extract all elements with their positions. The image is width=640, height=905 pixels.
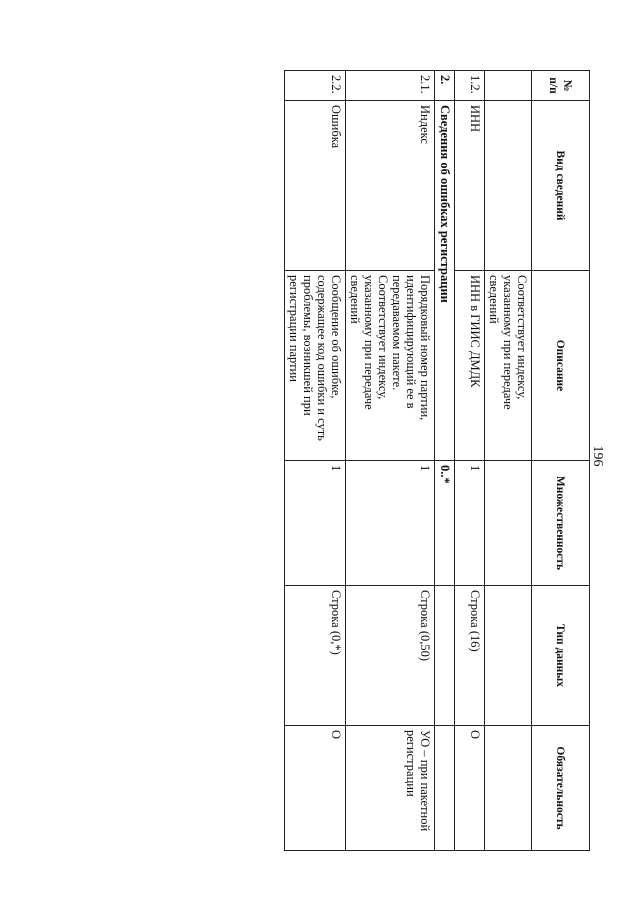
table-section-row <box>435 71 455 851</box>
cell-required <box>485 726 532 851</box>
header-num: № п/п <box>532 71 590 101</box>
cell-data-type <box>485 586 532 726</box>
cell-description: Соответствует индексу, указанному при передаче сведений <box>485 271 532 461</box>
cell-required: О <box>285 726 346 851</box>
header-data-type: Тип данных <box>532 586 590 726</box>
table-row <box>346 71 435 851</box>
cell-kind: ИНН <box>455 101 485 271</box>
cell-data-type <box>435 586 455 726</box>
cell-data-type: Строка (0,*) <box>285 586 346 726</box>
cell-description: Сообщение об ошибке, содержащее код ошибки и суть проблемы, возникшей при регистрации партии <box>285 271 346 461</box>
specification-table <box>284 70 590 851</box>
cell-required <box>435 726 455 851</box>
cell-num: 2.1. <box>346 71 435 101</box>
cell-kind: Ошибка <box>285 101 346 271</box>
cell-kind <box>485 101 532 271</box>
cell-section-title: Сведения об ошибках регистрации <box>435 101 455 461</box>
cell-data-type: Строка (0,50) <box>346 586 435 726</box>
cell-num: 2. <box>435 71 455 101</box>
table-row <box>285 71 346 851</box>
cell-num <box>485 71 532 101</box>
header-multiplicity: Множественность <box>532 461 590 586</box>
cell-multiplicity: 1 <box>285 461 346 586</box>
header-description: Описание <box>532 271 590 461</box>
cell-data-type: Строка (16) <box>455 586 485 726</box>
header-kind: Вид сведений <box>532 101 590 271</box>
cell-num: 1.2. <box>455 71 485 101</box>
cell-description: Порядковый номер партии, идентифицирующий ее в передаваемом пакете. Соответствует индексу, указанному при передаче сведений <box>346 271 435 461</box>
cell-multiplicity: 0..* <box>435 461 455 586</box>
header-required: Обязательность <box>532 726 590 851</box>
rotated-table-container <box>287 70 590 850</box>
cell-multiplicity: 1 <box>346 461 435 586</box>
cell-kind: Индекс <box>346 101 435 271</box>
cell-required: УО – при пакетной регистрации <box>346 726 435 851</box>
cell-required: О <box>455 726 485 851</box>
cell-multiplicity <box>485 461 532 586</box>
cell-num: 2.2. <box>285 71 346 101</box>
cell-description: ИНН в ГИИС ДМДК <box>455 271 485 461</box>
page-number: 196 <box>590 445 605 467</box>
table-row <box>455 71 485 851</box>
table-row <box>485 71 532 851</box>
table-header-row <box>532 71 590 851</box>
cell-multiplicity: 1 <box>455 461 485 586</box>
